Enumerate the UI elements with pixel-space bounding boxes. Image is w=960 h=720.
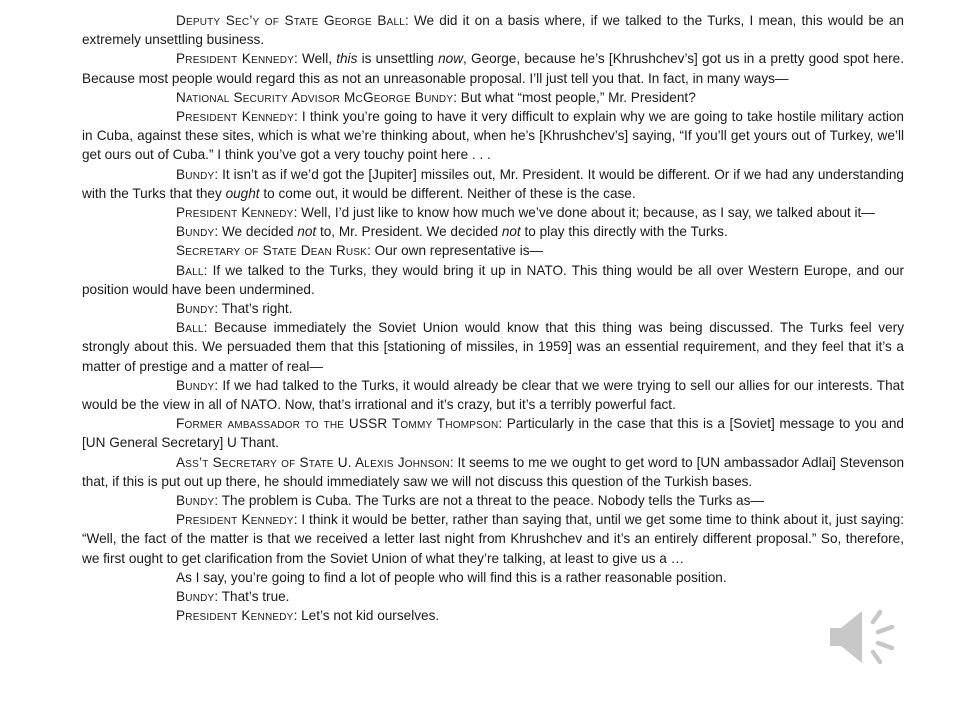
transcript-entry <box>82 107 904 165</box>
utterance-text: : Our own representative is— <box>367 243 544 259</box>
speaker-name: Former ambassador to the USSR Tommy Thompson <box>176 416 499 432</box>
transcript-entry <box>82 491 904 510</box>
speaker-name: Ass’t Secretary of State U. Alexis Johnson <box>176 454 450 470</box>
utterance-text: : Well, <box>294 51 337 67</box>
utterance-text: : We decided <box>214 224 298 240</box>
utterance-text: , George, because he’s [Khrushchev’s] got us in a pretty good spot here. Because most people would regard this as not an unreasonable proposal. I’ll just tell you that. In fact, in many ways— <box>82 51 904 86</box>
speaker-name: Bundy <box>176 377 215 393</box>
utterance-text: : It isn’t as if we’d got the [Jupiter] missiles out, Mr. President. It would be different. Or if we had any understanding with the Turks that they <box>82 166 904 201</box>
speaker-name: Deputy Sec’y of State George Ball <box>176 13 405 28</box>
transcript-entry <box>82 261 904 299</box>
speaker-name: President Kennedy <box>176 109 294 125</box>
utterance-text: As I say, you’re going to find a lot of people who will find this is a rather reasonable position. <box>176 569 727 585</box>
transcript-entry <box>82 165 904 203</box>
transcript-entry <box>82 318 904 376</box>
utterance-text: : I think it would be better, rather than saying that, until we get some time to think about it, just saying: “Well, the fact of the matter is that we received a letter last night from Khrushchev and it’s an entirely different proposal.” So, therefore, we first ought to get clarification from the Soviet Union of what they’re talking, at least to give us a … <box>82 512 904 566</box>
transcript-entry <box>82 376 904 414</box>
transcript-entry <box>82 299 904 318</box>
transcript-entry <box>82 414 904 452</box>
speaker-name: President Kennedy <box>176 512 294 528</box>
transcript-entry <box>82 510 904 568</box>
emphasized-text: not <box>297 224 317 240</box>
speaker-volume-icon[interactable] <box>828 606 900 668</box>
speaker-name: Ball <box>176 262 204 278</box>
utterance-text: : We did it on a basis where, if we talked to the Turks, I mean, this would be an extremely unsettling business. <box>82 13 904 48</box>
transcript-entry <box>82 587 904 606</box>
speaker-name: President Kennedy <box>176 205 294 221</box>
transcript-entry <box>82 88 904 107</box>
speaker-name: Bundy <box>176 493 215 509</box>
emphasized-text: ought <box>225 185 260 201</box>
utterance-text: : It seems to me we ought to get word to [UN ambassador Adlai] Stevenson that, if this is put out up there, he should immediately saw we will not discuss this question of the Turkish bases. <box>82 454 904 489</box>
speaker-name: Bundy <box>176 589 215 605</box>
speaker-name: Secretary of State Dean Rusk <box>176 243 368 259</box>
utterance-text: : Particularly in the case that this is a [Soviet] message to you and [UN General Secretary] U Thant. <box>82 416 904 451</box>
transcript-entry <box>82 49 904 87</box>
transcript-entry <box>82 11 904 49</box>
utterance-text: : That’s true. <box>214 589 290 605</box>
transcript-entry <box>82 222 904 241</box>
speaker-name: President Kennedy <box>176 51 295 67</box>
utterance-text: : Let’s not kid ourselves. <box>293 608 440 624</box>
utterance-text: to come out, it would be different. Neither of these is the case. <box>259 185 636 201</box>
transcript <box>82 11 904 626</box>
speaker-name: President Kennedy <box>176 608 294 624</box>
emphasized-text: not <box>501 224 521 240</box>
utterance-text: to play this directly with the Turks. <box>520 224 728 240</box>
utterance-text: : That’s right. <box>214 301 293 317</box>
utterance-text: : Because immediately the Soviet Union would know that this thing was being discussed. The Turks feel very strongly about this. We persuaded them that this [stationing of missiles, in 1959] was an essential requirement, and they feel that it’s a matter of prestige and a matter of real— <box>82 320 904 374</box>
transcript-entry <box>82 453 904 491</box>
speaker-name: Bundy <box>176 301 215 317</box>
utterance-text: : Well, I’d just like to know how much we’ve done about it; because, as I say, we talked about it— <box>293 205 875 221</box>
utterance-text: is unsettling <box>357 51 439 67</box>
transcript-entry <box>82 203 904 222</box>
emphasized-text: now <box>438 51 464 67</box>
utterance-text: : If we talked to the Turks, they would bring it up in NATO. This thing would be all over Western Europe, and our position would have been undermined. <box>82 262 904 297</box>
transcript-entry <box>82 241 904 260</box>
transcript-entry <box>82 606 904 625</box>
utterance-text: : I think you’re going to have it very difficult to explain why we are going to take hostile military action in Cuba, against these sites, which is what we’re thinking about, when he’s [Khrushchev’s] saying, “If you’ll get yours out of Turkey, we’ll get ours out of Cuba.” I think you’ve got a very touchy point here . . . <box>82 109 904 163</box>
speaker-name: Bundy <box>176 224 215 240</box>
utterance-text: to, Mr. President. We decided <box>316 224 502 240</box>
utterance-text: : If we had talked to the Turks, it would already be clear that we were trying to sell our allies for our interests. That would be the view in all of NATO. Now, that’s irrational and it’s crazy, but it’s a terribly powerful fact. <box>82 377 904 413</box>
utterance-text: : But what “most people,” Mr. President? <box>453 89 696 105</box>
speaker-name: Bundy <box>176 166 215 182</box>
emphasized-text: this <box>336 51 358 67</box>
speaker-name: Ball <box>176 320 204 336</box>
speaker-name: National Security Advisor McGeorge Bundy <box>176 89 454 105</box>
utterance-text: : The problem is Cuba. The Turks are not a threat to the peace. Nobody tells the Turks as— <box>214 493 764 509</box>
transcript-entry <box>82 568 904 587</box>
